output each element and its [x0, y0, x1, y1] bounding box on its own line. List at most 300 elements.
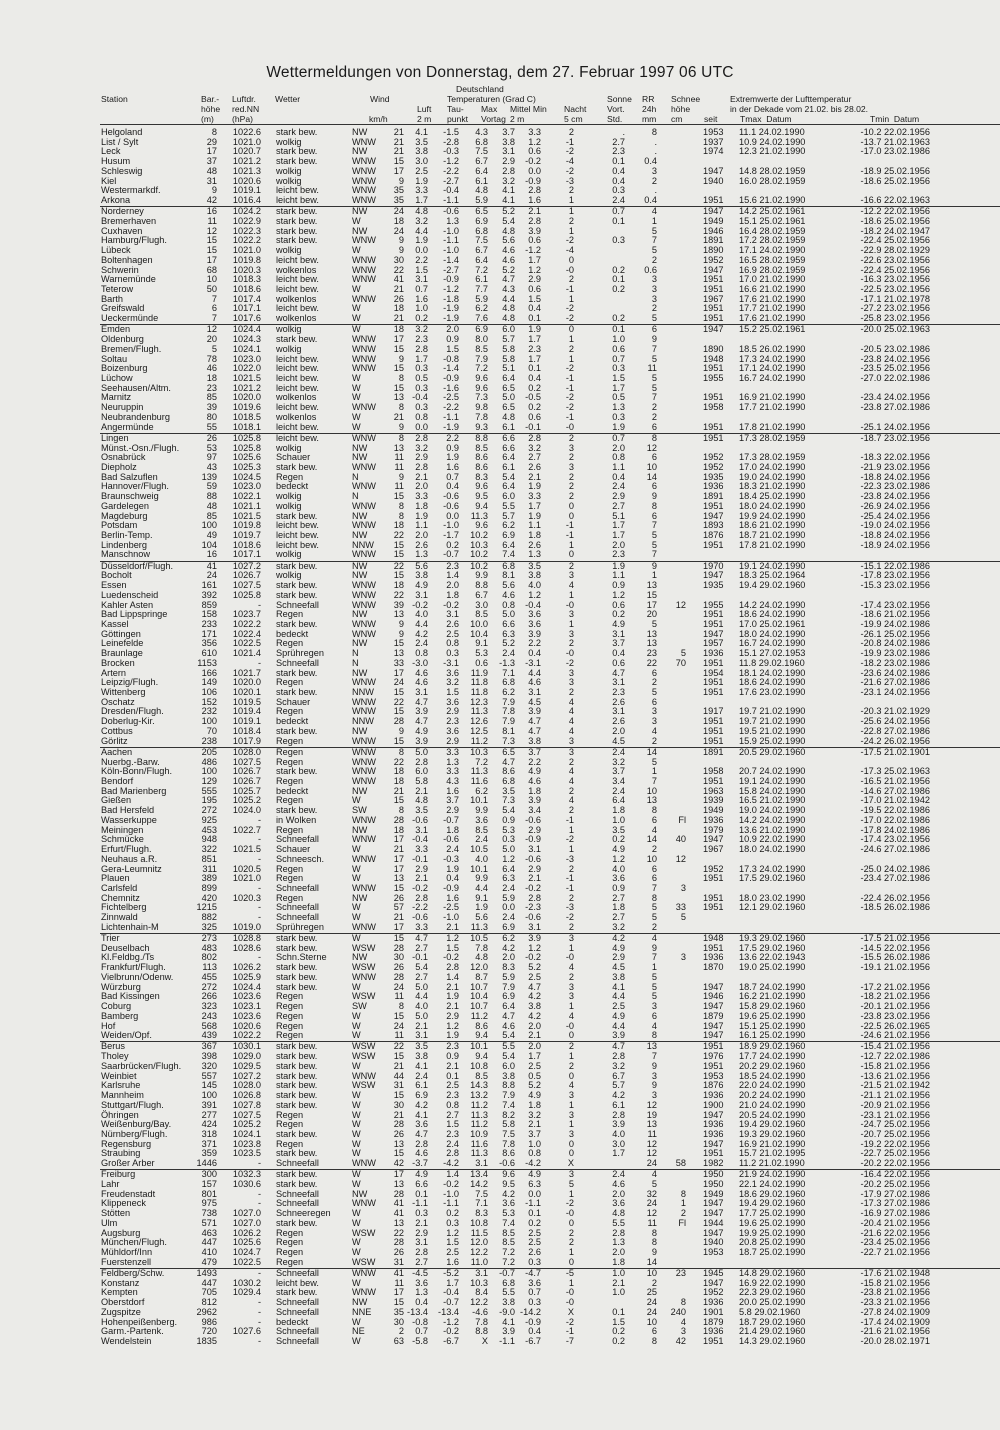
table-row: [0, 826, 1000, 836]
cell-wind-speed: 15: [393, 343, 404, 354]
cell-mittel: 8.8: [502, 1080, 515, 1091]
cell-luftdr: -: [257, 1316, 261, 1327]
cell-luftdr: 1023.6: [232, 991, 261, 1002]
cell-bar: 158: [201, 609, 217, 620]
cell-luft: 3.1: [415, 1030, 428, 1041]
cell-luftdr: 1023.0: [232, 353, 261, 364]
cell-bar: 139: [201, 471, 217, 482]
cell-sonne: 4.9: [612, 1010, 625, 1021]
cell-tmax: 18.6 24.02.1990: [739, 609, 806, 620]
cell-wind-speed: 30: [393, 952, 404, 963]
cell-min: 3.9: [528, 628, 541, 639]
cell-min: 3.1: [528, 687, 541, 698]
cell-wetter: Regen: [276, 1138, 304, 1149]
cell-nacht: 3: [568, 667, 574, 678]
cell-wind-speed: 18: [393, 766, 404, 777]
cell-tmin: -17.5 21.02.1956: [860, 933, 930, 944]
cell-tmax: 16.5 21.02.1990: [739, 795, 806, 806]
cell-luftdr: 1029.4: [232, 1287, 261, 1298]
cell-luftdr: 1024.7: [232, 1247, 261, 1258]
cell-bar: 801: [201, 1188, 217, 1199]
cell-taupunkt: 2.5: [446, 1080, 459, 1091]
cell-luft: 2.8: [415, 1247, 428, 1258]
table-row: [0, 620, 1000, 630]
cell-wind-dir: WSW: [352, 942, 376, 953]
cell-wind-dir: W: [352, 324, 361, 335]
cell-luft: 2.5: [415, 165, 428, 176]
cell-max: 9.8: [475, 402, 488, 413]
cell-tmax: 18.1 24.02.1990: [739, 667, 806, 678]
cell-rr: 24: [646, 1158, 657, 1169]
cell-mittel: 8.2: [502, 1109, 515, 1120]
cell-bar: 5: [211, 343, 217, 354]
cell-taupunkt: -0.3: [443, 853, 459, 864]
cell-luft: 3.1: [415, 274, 428, 285]
cell-station: Göttingen: [101, 628, 141, 639]
cell-mittel: 6.8: [502, 776, 515, 787]
cell-mittel: 6.4: [502, 539, 515, 550]
cell-wetter: Regen: [276, 1119, 304, 1130]
cell-rr: 7: [651, 343, 657, 354]
cell-max: 6.1: [475, 175, 488, 186]
cell-sonne: 3.1: [612, 706, 625, 717]
cell-tmax: 17.1 24.02.1990: [739, 363, 806, 374]
cell-taupunkt: 3.6: [446, 725, 459, 736]
cell-luft: -5.8: [412, 1336, 428, 1347]
cell-seit: 1950: [703, 1179, 724, 1190]
cell-tmin: -20.7 25.02.1956: [860, 1128, 930, 1139]
cell-rr: 10: [646, 1316, 657, 1327]
cell-luftdr: 1022.2: [232, 1030, 261, 1041]
cell-nacht: 2: [568, 1060, 574, 1071]
cell-wetter: bedeckt: [276, 481, 309, 492]
cell-wind-speed: 26: [393, 1247, 404, 1258]
table-row: [0, 128, 1000, 138]
cell-sonne: 4.9: [612, 844, 625, 855]
cell-luftdr: 1021.2: [232, 156, 261, 167]
cell-sonne: 4.5: [612, 735, 625, 746]
cell-luftdr: 1021.5: [232, 510, 261, 521]
cell-tmin: -27.2 23.02.1956: [860, 303, 930, 314]
cell-luft: 4.7: [415, 1128, 428, 1139]
cell-bar: 43: [206, 461, 217, 472]
cell-rr: 5: [651, 619, 657, 629]
cell-mittel: 8.3: [502, 962, 515, 973]
cell-min: -0.5: [525, 392, 541, 403]
cell-bar: 720: [201, 1326, 217, 1337]
cell-luft: 4.7: [415, 696, 428, 707]
cell-max: X: [481, 1336, 488, 1347]
cell-tmax: 18.9 29.02.1960: [739, 1041, 806, 1052]
cell-sonne: 3.9: [612, 1119, 625, 1130]
cell-luftdr: 1021.5: [232, 844, 261, 855]
cell-wind-speed: 9: [398, 245, 404, 256]
cell-nacht: 2: [568, 343, 574, 354]
cell-wind-speed: 8: [398, 746, 404, 757]
cell-bar: 100: [201, 766, 217, 777]
cell-wind-speed: 13: [393, 1179, 404, 1190]
cell-wetter: Regen: [276, 991, 304, 1002]
cell-min: 3.7: [528, 746, 541, 757]
cell-station: Feldberg/Schw.: [101, 1268, 165, 1279]
cell-mittel: 3.1: [502, 146, 515, 157]
cell-luftdr: 1018.4: [232, 725, 261, 736]
cell-sonne: 2.6: [612, 696, 625, 707]
cell-max: 9.9: [475, 873, 488, 884]
cell-tmax: 17.2 28.02.1959: [739, 235, 806, 246]
cell-wind-speed: 9: [398, 235, 404, 246]
cell-mittel: 5.8: [502, 343, 515, 354]
cell-station: Berus: [101, 1041, 126, 1052]
cell-station: Bamberg: [101, 1010, 139, 1021]
cell-nacht: 3: [568, 933, 574, 944]
cell-sonne: 3.9: [612, 1030, 625, 1041]
cell-wind-dir: WNW: [352, 882, 376, 893]
cell-nacht: 1: [568, 1188, 574, 1199]
cell-mittel: 6.0: [502, 324, 515, 335]
cell-taupunkt: 1.6: [446, 461, 459, 472]
cell-tmin: -17.1 21.02.1978: [860, 293, 930, 304]
cell-wetter: leicht bew.: [276, 402, 319, 413]
cell-luftdr: 1027.0: [232, 1217, 261, 1228]
cell-luft: 2.0: [415, 481, 428, 492]
cell-max: 10.4: [470, 991, 488, 1002]
cell-wind-dir: W: [352, 1119, 361, 1130]
cell-nacht: -2: [565, 363, 574, 374]
cell-tmin: -18.8 24.02.1956: [860, 471, 930, 482]
cell-seit: 1951: [703, 657, 724, 668]
cell-seit: 1951: [703, 1336, 724, 1347]
cell-luft: 0.8: [415, 648, 428, 659]
cell-luftdr: 1026.2: [232, 962, 261, 973]
cell-rr: 3: [651, 706, 657, 717]
cell-schnee: 2: [680, 1208, 686, 1219]
cell-min: 5.2: [528, 1080, 541, 1091]
cell-luftdr: 1026.8: [232, 1090, 261, 1101]
cell-wind-dir: WNW: [352, 776, 376, 787]
cell-tmax: 18.6 24.02.1990: [739, 677, 806, 688]
cell-taupunkt: -1.4: [443, 363, 459, 374]
table-row: [0, 630, 1000, 640]
cell-wind-dir: WNW: [352, 293, 376, 304]
cell-taupunkt: 1.4: [446, 1169, 459, 1180]
cell-tmin: -20.9 21.02.1956: [860, 1099, 930, 1110]
cell-luftdr: 1027.0: [232, 1208, 261, 1219]
cell-seit: 1982: [703, 1158, 724, 1169]
cell-luftdr: 1030.6: [232, 1179, 261, 1190]
cell-station: Kl.Feldbg./Ts: [101, 952, 155, 963]
cell-seit: 1936: [703, 1090, 724, 1101]
cell-wind-dir: WNW: [352, 599, 376, 610]
cell-taupunkt: 3.6: [446, 667, 459, 678]
header-wind: Wind: [370, 94, 390, 104]
cell-rr: 0.4: [644, 156, 657, 167]
cell-sonne: 2.4: [612, 1169, 625, 1180]
table-row: [0, 1002, 1000, 1012]
cell-taupunkt: -2.8: [443, 136, 459, 147]
cell-seit: 1950: [703, 1169, 724, 1180]
cell-luft: 3.1: [415, 1237, 428, 1248]
cell-seit: 1947: [703, 1020, 724, 1031]
table-row: [0, 1101, 1000, 1111]
cell-wind-dir: WNW: [352, 136, 376, 147]
cell-tmax: 22.0 24.02.1990: [739, 1080, 806, 1091]
table-row: [0, 678, 1000, 688]
cell-bar: 16: [206, 549, 217, 560]
cell-mittel: 7.8: [502, 1138, 515, 1149]
cell-wetter: Schneesch.: [276, 853, 325, 864]
cell-mittel: 6.4: [502, 481, 515, 492]
cell-luft: 3.3: [415, 921, 428, 932]
cell-sonne: 1.3: [612, 1237, 625, 1248]
cell-mittel: 8.1: [502, 725, 515, 736]
cell-min: -0.2: [525, 952, 541, 963]
cell-wind-dir: WNW: [352, 971, 376, 982]
cell-taupunkt: -1.7: [443, 530, 459, 541]
cell-tmax: 18.7 29.02.1960: [739, 1316, 806, 1327]
cell-station: Neuhaus a.R.: [101, 853, 158, 864]
cell-bar: 243: [201, 1010, 217, 1021]
cell-luft: 4.6: [415, 677, 428, 688]
cell-seit: 1944: [703, 1217, 724, 1228]
cell-max: 5.6: [475, 912, 488, 923]
cell-nacht: -1: [565, 873, 574, 884]
cell-luftdr: 1022.9: [232, 215, 261, 226]
cell-wind-speed: 42: [393, 1158, 404, 1169]
cell-nacht: 1: [568, 539, 574, 550]
cell-tmax: 19.3 29.02.1960: [739, 933, 806, 944]
cell-wetter: leicht bew.: [276, 353, 319, 364]
cell-max: 7.7: [475, 284, 488, 295]
cell-taupunkt: -1.0: [443, 520, 459, 531]
cell-bar: 389: [201, 873, 217, 884]
cell-tmax: 16.2 21.02.1990: [739, 991, 806, 1002]
cell-max: 6.8: [475, 136, 488, 147]
cell-tmin: -18.5 26.02.1986: [860, 902, 930, 913]
cell-tmax: 16.7 24.02.1990: [739, 373, 806, 383]
cell-wind-dir: WNW: [352, 363, 376, 374]
cell-nacht: 1: [568, 942, 574, 953]
cell-luftdr: 1026.7: [232, 570, 261, 581]
cell-nacht: -1: [565, 382, 574, 393]
cell-max: 10.1: [470, 795, 488, 806]
cell-wind-dir: WNW: [352, 156, 376, 167]
cell-tmax: 15.6 21.02.1990: [739, 195, 806, 206]
cell-wetter: Schneefall: [276, 657, 319, 668]
cell-luftdr: 1025.9: [232, 971, 261, 982]
cell-wetter: wolkig: [276, 324, 302, 335]
cell-min: 3.1: [528, 921, 541, 932]
cell-luftdr: 1019.8: [232, 520, 261, 531]
cell-mittel: 1.2: [502, 853, 515, 864]
cell-luftdr: 1020.0: [232, 392, 261, 403]
cell-mittel: 4.1: [502, 1316, 515, 1327]
cell-mittel: 8.1: [502, 570, 515, 581]
cell-wetter: leicht bew.: [276, 421, 319, 432]
cell-mittel: 6.6: [502, 619, 515, 629]
cell-rr: 5: [651, 530, 657, 541]
cell-mittel: 9.6: [502, 1169, 515, 1180]
cell-min: 3.2: [528, 1109, 541, 1120]
cell-bar: 171: [201, 628, 217, 639]
cell-wetter: stark bew.: [276, 1148, 318, 1159]
table-row: [0, 314, 1000, 324]
table-row: [0, 1081, 1000, 1091]
cell-max: 14.3: [470, 1080, 488, 1091]
table-row: [0, 1062, 1000, 1072]
cell-wind-dir: NW: [352, 206, 368, 217]
cell-station: Gießen: [101, 795, 132, 806]
cell-sonne: 6.1: [612, 1099, 625, 1110]
cell-tmin: -19.9 24.02.1986: [860, 619, 930, 629]
cell-tmax: 20.0 25.02.1990: [739, 1297, 806, 1308]
cell-seit: 1891: [703, 746, 724, 757]
cell-seit: 1946: [703, 991, 724, 1002]
cell-rr: 2: [651, 921, 657, 932]
cell-luftdr: 1028.0: [232, 1080, 261, 1091]
cell-rr: 3: [651, 716, 657, 727]
cell-luft: 5.8: [415, 776, 428, 787]
cell-min: 2.6: [528, 539, 541, 550]
cell-wind-speed: 41: [393, 1198, 404, 1209]
cell-wind-speed: 13: [393, 1217, 404, 1228]
cell-luft: 1.3: [415, 1287, 428, 1298]
cell-station: Wasserkuppe: [101, 814, 157, 825]
cell-sonne: 5.7: [612, 1080, 625, 1091]
cell-sonne: 0.8: [612, 452, 625, 463]
cell-station: Magdeburg: [101, 510, 148, 521]
cell-tmin: -21.5 21.02.1942: [860, 1080, 930, 1091]
cell-luftdr: -: [257, 1336, 261, 1347]
cell-station: Schmücke: [101, 834, 144, 845]
cell-sonne: 3.7: [612, 766, 625, 777]
cell-luftdr: 1021.0: [232, 245, 261, 256]
cell-luftdr: 1022.4: [232, 628, 261, 639]
cell-wetter: leicht bew.: [276, 530, 319, 541]
cell-wetter: Regen: [276, 1247, 304, 1258]
cell-wind-dir: WSW: [352, 1227, 376, 1238]
cell-nacht: -4: [565, 245, 574, 256]
cell-taupunkt: 2.0: [446, 580, 459, 591]
cell-seit: 1952: [703, 1287, 724, 1298]
cell-rr: 4: [651, 824, 657, 835]
table-row: [0, 737, 1000, 747]
cell-tmin: -12.7 22.02.1986: [860, 1051, 930, 1062]
cell-max: 2.4: [475, 834, 488, 845]
cell-min: 2.1: [528, 206, 541, 217]
cell-schnee: 12: [675, 599, 686, 610]
cell-min: -0.2: [525, 882, 541, 893]
cell-wetter: Regen: [276, 892, 304, 903]
cell-bar: 149: [201, 677, 217, 688]
cell-tmin: -17.0 23.02.1986: [860, 146, 930, 157]
cell-luftdr: 1017.1: [232, 549, 261, 560]
cell-bar: 2962: [196, 1306, 217, 1317]
cell-seit: 1951: [703, 500, 724, 511]
cell-min: 3.9: [528, 933, 541, 944]
cell-wind-dir: SW: [352, 1001, 367, 1012]
cell-mittel: 6.4: [502, 373, 515, 383]
cell-taupunkt: 2.4: [446, 1138, 459, 1149]
cell-luft: 4.8: [415, 795, 428, 806]
table-row: [0, 1279, 1000, 1289]
cell-nacht: 3: [568, 1128, 574, 1139]
cell-seit: 1951: [703, 873, 724, 884]
cell-station: Aachen: [101, 746, 133, 757]
cell-rr: 5: [651, 971, 657, 982]
cell-luft: 2.2: [415, 254, 428, 265]
cell-seit: 1936: [703, 814, 724, 825]
cell-max: 13.4: [470, 1169, 488, 1180]
cell-bar: 42: [206, 195, 217, 206]
cell-max: 11.6: [470, 1138, 488, 1149]
cell-taupunkt: 0.3: [446, 648, 459, 659]
cell-mittel: 5.1: [502, 363, 515, 374]
cell-rr: 6: [651, 863, 657, 874]
cell-max: 7.5: [475, 235, 488, 246]
cell-tmin: -20.3 21.02.1929: [860, 706, 930, 717]
cell-taupunkt: -0.2: [443, 1179, 459, 1190]
cell-max: 4.8: [475, 185, 488, 196]
cell-tmax: 14.2 24.02.1990: [739, 599, 806, 610]
cell-wetter: stark bew.: [276, 156, 318, 167]
cell-luft: 3.2: [415, 442, 428, 453]
cell-seit: 1891: [703, 491, 724, 502]
cell-seit: 1947: [703, 1208, 724, 1219]
cell-wetter: Schneefall: [276, 1158, 319, 1169]
cell-mittel: 3.8: [502, 136, 515, 147]
cell-luft: -0.6: [412, 912, 428, 923]
cell-taupunkt: 0.9: [446, 334, 459, 345]
cell-taupunkt: 2.3: [446, 1041, 459, 1052]
cell-mittel: 3.6: [502, 1198, 515, 1209]
cell-bar: 15: [206, 235, 217, 246]
cell-wind-speed: 8: [398, 805, 404, 816]
cell-station: Neubrandenburg: [101, 411, 170, 422]
cell-luftdr: 1021.5: [232, 373, 261, 383]
cell-luft: -0.1: [412, 952, 428, 963]
cell-rr: 2: [651, 735, 657, 746]
cell-rr: 24: [646, 1297, 657, 1308]
cell-station: Bremen/Flugh.: [101, 343, 162, 354]
cell-wind-speed: 26: [393, 293, 404, 304]
cell-wind-speed: 21: [393, 146, 404, 157]
cell-seit: 1951: [703, 725, 724, 736]
cell-taupunkt: -0.2: [443, 1326, 459, 1337]
cell-bar: 12: [206, 225, 217, 236]
cell-luftdr: 1018.1: [232, 421, 261, 432]
cell-nacht: 1: [568, 1277, 574, 1288]
cell-rr: 24: [646, 1306, 657, 1317]
cell-bar: 18: [206, 373, 217, 383]
cell-min: 1.7: [528, 353, 541, 364]
cell-wetter: Regen: [276, 1020, 304, 1031]
cell-tmax: 17.7 21.02.1990: [739, 402, 806, 413]
cell-bar: 145: [201, 1080, 217, 1091]
cell-min: -14.2: [520, 1306, 541, 1317]
cell-seit: 1951: [703, 303, 724, 314]
cell-rr: 8: [651, 1237, 657, 1248]
cell-wind-dir: WNW: [352, 195, 376, 206]
cell-luftdr: 1027.5: [232, 1109, 261, 1120]
cell-rr: 11: [647, 363, 657, 374]
table-row: [0, 1012, 1000, 1022]
cell-luft: 2.1: [415, 785, 428, 796]
cell-tmin: -12.2 22.02.1956: [860, 206, 930, 217]
cell-mittel: 6.0: [502, 1060, 515, 1071]
cell-tmin: -17.2 21.02.1956: [860, 981, 930, 992]
cell-seit: 1947: [703, 206, 724, 217]
